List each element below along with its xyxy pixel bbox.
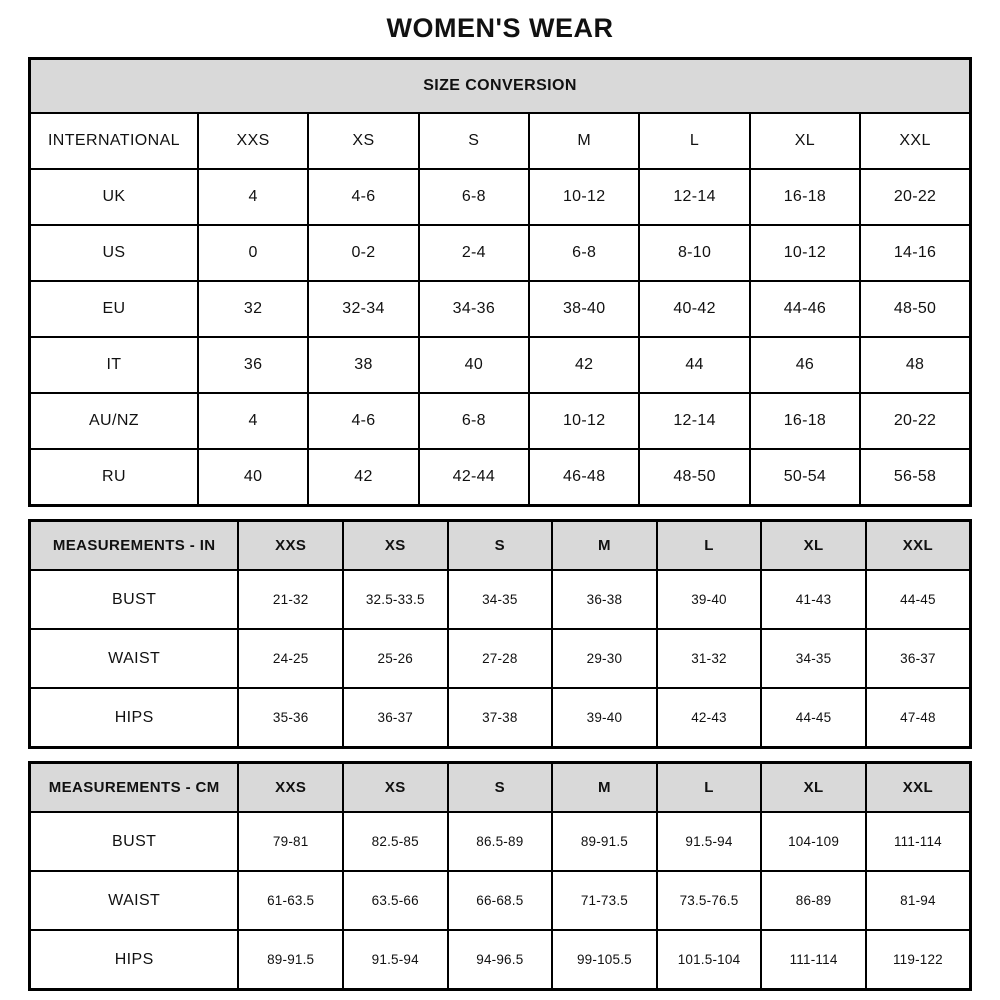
row-label: BUST <box>30 812 239 871</box>
value-cell: 81-94 <box>866 871 971 930</box>
value-cell: 4 <box>198 169 308 225</box>
value-cell: 46-48 <box>529 449 639 506</box>
value-cell: 73.5-76.5 <box>657 871 762 930</box>
table-row <box>30 393 971 449</box>
value-cell: 34-35 <box>448 570 553 629</box>
table-row <box>30 930 971 990</box>
column-header-size: M <box>529 113 639 169</box>
value-cell: 27-28 <box>448 629 553 688</box>
value-cell: 36-38 <box>552 570 657 629</box>
value-cell: 104-109 <box>761 812 866 871</box>
column-header-size: M <box>552 763 657 813</box>
measurements-cm-body <box>30 812 971 990</box>
table-row <box>30 812 971 871</box>
value-cell: 82.5-85 <box>343 812 448 871</box>
value-cell: 48-50 <box>639 449 749 506</box>
row-label: US <box>30 225 198 281</box>
row-label: RU <box>30 449 198 506</box>
value-cell: 56-58 <box>860 449 970 506</box>
column-header-size: M <box>552 521 657 571</box>
column-header-size: S <box>448 521 553 571</box>
value-cell: 4-6 <box>308 169 418 225</box>
value-cell: 4 <box>198 393 308 449</box>
size-conversion-banner-row <box>30 59 971 114</box>
value-cell: 21-32 <box>238 570 343 629</box>
column-header-size: XL <box>750 113 860 169</box>
value-cell: 35-36 <box>238 688 343 748</box>
value-cell: 4-6 <box>308 393 418 449</box>
row-label: HIPS <box>30 930 239 990</box>
value-cell: 8-10 <box>639 225 749 281</box>
measurements-in-table <box>28 519 972 749</box>
value-cell: 42 <box>529 337 639 393</box>
value-cell: 111-114 <box>761 930 866 990</box>
row-label: IT <box>30 337 198 393</box>
value-cell: 34-36 <box>419 281 529 337</box>
value-cell: 86.5-89 <box>448 812 553 871</box>
value-cell: 36-37 <box>866 629 971 688</box>
column-header-size: L <box>657 521 762 571</box>
column-header-size: XXS <box>238 521 343 571</box>
column-header-size: S <box>419 113 529 169</box>
value-cell: 25-26 <box>343 629 448 688</box>
measurements-cm-table <box>28 761 972 991</box>
value-cell: 39-40 <box>657 570 762 629</box>
value-cell: 48 <box>860 337 970 393</box>
value-cell: 6-8 <box>419 169 529 225</box>
value-cell: 66-68.5 <box>448 871 553 930</box>
row-label: BUST <box>30 570 239 629</box>
value-cell: 41-43 <box>761 570 866 629</box>
value-cell: 44 <box>639 337 749 393</box>
table-row <box>30 688 971 748</box>
column-header-size: XS <box>343 763 448 813</box>
value-cell: 29-30 <box>552 629 657 688</box>
value-cell: 2-4 <box>419 225 529 281</box>
value-cell: 6-8 <box>419 393 529 449</box>
value-cell: 44-45 <box>761 688 866 748</box>
value-cell: 50-54 <box>750 449 860 506</box>
size-conversion-header: SIZE CONVERSION <box>30 59 971 114</box>
value-cell: 31-32 <box>657 629 762 688</box>
value-cell: 6-8 <box>529 225 639 281</box>
value-cell: 44-46 <box>750 281 860 337</box>
value-cell: 79-81 <box>238 812 343 871</box>
value-cell: 20-22 <box>860 169 970 225</box>
value-cell: 47-48 <box>866 688 971 748</box>
value-cell: 48-50 <box>860 281 970 337</box>
row-label: AU/NZ <box>30 393 198 449</box>
size-conversion-table <box>28 57 972 507</box>
measurements-in-body <box>30 570 971 748</box>
column-header-international: INTERNATIONAL <box>30 113 198 169</box>
value-cell: 0 <box>198 225 308 281</box>
value-cell: 32 <box>198 281 308 337</box>
value-cell: 38 <box>308 337 418 393</box>
row-label: WAIST <box>30 629 239 688</box>
table-row <box>30 337 971 393</box>
value-cell: 42 <box>308 449 418 506</box>
value-cell: 16-18 <box>750 169 860 225</box>
value-cell: 38-40 <box>529 281 639 337</box>
value-cell: 86-89 <box>761 871 866 930</box>
value-cell: 44-45 <box>866 570 971 629</box>
value-cell: 99-105.5 <box>552 930 657 990</box>
column-header-size: XS <box>308 113 418 169</box>
value-cell: 36 <box>198 337 308 393</box>
table-row <box>30 281 971 337</box>
value-cell: 10-12 <box>529 169 639 225</box>
value-cell: 40 <box>419 337 529 393</box>
value-cell: 42-44 <box>419 449 529 506</box>
row-label: EU <box>30 281 198 337</box>
value-cell: 14-16 <box>860 225 970 281</box>
table-row <box>30 871 971 930</box>
value-cell: 24-25 <box>238 629 343 688</box>
measurements-in-header: MEASUREMENTS - IN <box>30 521 239 571</box>
column-header-size: XXL <box>860 113 970 169</box>
value-cell: 63.5-66 <box>343 871 448 930</box>
value-cell: 32-34 <box>308 281 418 337</box>
value-cell: 61-63.5 <box>238 871 343 930</box>
column-header-size: XXS <box>198 113 308 169</box>
measurements-in-header-row <box>30 521 971 571</box>
value-cell: 37-38 <box>448 688 553 748</box>
value-cell: 71-73.5 <box>552 871 657 930</box>
column-header-size: L <box>639 113 749 169</box>
measurements-cm-header-row <box>30 763 971 813</box>
value-cell: 101.5-104 <box>657 930 762 990</box>
value-cell: 39-40 <box>552 688 657 748</box>
column-header-size: XL <box>761 763 866 813</box>
value-cell: 12-14 <box>639 169 749 225</box>
value-cell: 20-22 <box>860 393 970 449</box>
row-label: HIPS <box>30 688 239 748</box>
table-row <box>30 449 971 506</box>
value-cell: 89-91.5 <box>552 812 657 871</box>
page-title: WOMEN'S WEAR <box>386 13 614 43</box>
value-cell: 89-91.5 <box>238 930 343 990</box>
column-header-size: S <box>448 763 553 813</box>
value-cell: 32.5-33.5 <box>343 570 448 629</box>
row-label: WAIST <box>30 871 239 930</box>
value-cell: 40 <box>198 449 308 506</box>
column-header-size: XS <box>343 521 448 571</box>
table-row <box>30 225 971 281</box>
column-header-size: XXL <box>866 521 971 571</box>
table-row <box>30 629 971 688</box>
value-cell: 91.5-94 <box>657 812 762 871</box>
value-cell: 10-12 <box>750 225 860 281</box>
value-cell: 16-18 <box>750 393 860 449</box>
row-label: UK <box>30 169 198 225</box>
column-header-size: XXS <box>238 763 343 813</box>
value-cell: 40-42 <box>639 281 749 337</box>
column-header-size: XL <box>761 521 866 571</box>
value-cell: 10-12 <box>529 393 639 449</box>
value-cell: 46 <box>750 337 860 393</box>
column-header-size: XXL <box>866 763 971 813</box>
value-cell: 94-96.5 <box>448 930 553 990</box>
value-cell: 0-2 <box>308 225 418 281</box>
value-cell: 42-43 <box>657 688 762 748</box>
column-header-size: L <box>657 763 762 813</box>
value-cell: 34-35 <box>761 629 866 688</box>
table-row <box>30 570 971 629</box>
value-cell: 111-114 <box>866 812 971 871</box>
table-row <box>30 169 971 225</box>
measurements-cm-header: MEASUREMENTS - CM <box>30 763 239 813</box>
size-conversion-body <box>30 169 971 506</box>
value-cell: 12-14 <box>639 393 749 449</box>
value-cell: 119-122 <box>866 930 971 990</box>
value-cell: 91.5-94 <box>343 930 448 990</box>
value-cell: 36-37 <box>343 688 448 748</box>
size-conversion-column-header-row <box>30 113 971 169</box>
